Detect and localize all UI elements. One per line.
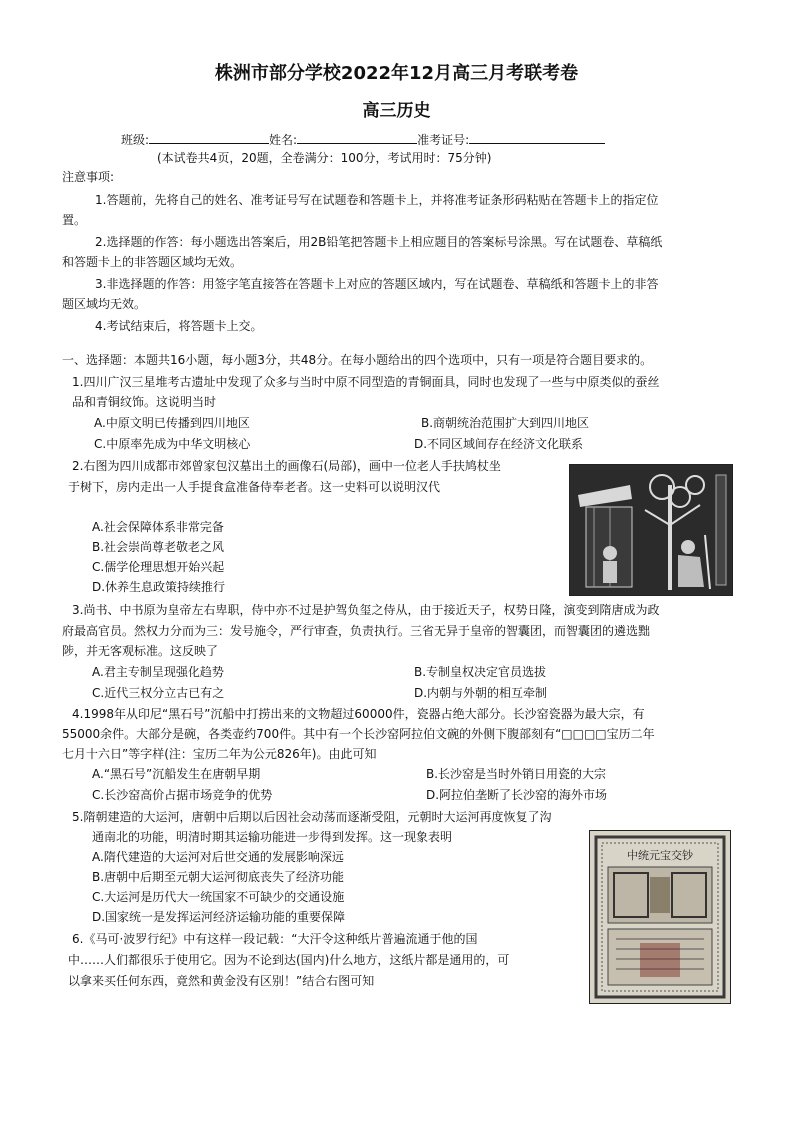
info-fields	[121, 131, 605, 148]
q2-option-b[interactable]: B.社会崇尚尊老敬老之风	[92, 540, 225, 554]
note-4: 4.考试结束后，将答题卡上交。	[95, 319, 263, 333]
q3-option-b[interactable]: B.专制皇权决定官员选拔	[414, 665, 547, 679]
note-3: 3.非选择题的作答：用签字笔直接答在答题卡上对应的答题区域内，写在试题卷、草稿纸和答题卡上的非答	[95, 277, 659, 291]
exam-subject: 高三历史	[362, 101, 431, 121]
q5-option-b[interactable]: B.唐朝中后期至元朝大运河彻底丧失了经济功能	[92, 870, 345, 884]
q2-stem: 2.右图为四川成都市郊曾家包汉墓出土的画像石(局部)，画中一位老人手扶鸠杖坐	[72, 459, 501, 473]
exam-title: 株洲市部分学校2022年12月高三月考联考卷	[214, 63, 579, 84]
q3-stem: 3.尚书、中书原为皇帝左右卑职，侍中亦不过是护驾负玺之侍从，由于接近天子，权势日隆，演变到隋唐成为政	[72, 603, 660, 617]
q3-stem-cont2: 陟，并无客观标准。这反映了	[62, 644, 219, 658]
name-label: 姓名:	[269, 133, 298, 147]
q2-option-c[interactable]: C.儒学伦理思想开始兴起	[92, 560, 225, 574]
q5-option-d[interactable]: D.国家统一是发挥运河经济运输功能的重要保障	[92, 910, 346, 924]
q5-option-c[interactable]: C.大运河是历代大一统国家不可缺少的交通设施	[92, 890, 345, 904]
q3-option-d[interactable]: D.内朝与外朝的相互牵制	[414, 686, 548, 700]
q4-option-d[interactable]: D.阿拉伯垄断了长沙窑的海外市场	[426, 788, 608, 802]
note-2: 2.选择题的作答：每小题选出答案后，用2B铅笔把答题卡上相应题目的答案标号涂黑。写在试题卷、草稿纸	[95, 235, 663, 249]
q5-option-a[interactable]: A.隋代建造的大运河对后世交通的发展影响深远	[92, 850, 344, 864]
q3-option-c[interactable]: C.近代三权分立古已有之	[92, 686, 225, 700]
q1-option-a[interactable]: A.中原文明已传播到四川地区	[94, 416, 250, 430]
q4-stem-cont2: 七月十六日”等字样(注：宝历二年为公元826年)。由此可知	[62, 747, 377, 761]
q1-stem: 1.四川广汉三星堆考古遗址中发现了众多与当时中原不同型造的青铜面具，同时也发现了一些与中原类似的蚕丝	[72, 375, 660, 389]
stone-relief-drawing	[570, 465, 732, 595]
name-blank[interactable]	[297, 131, 417, 144]
q1-option-d[interactable]: D.不同区域间存在经济文化联系	[414, 437, 584, 451]
note-1-cont: 置。	[62, 213, 87, 227]
class-blank[interactable]	[149, 131, 269, 144]
banknote-title: 中统元宝交钞	[627, 849, 693, 862]
exam-info: (本试卷共4页，20题，全卷满分：100分，考试用时：75分钟)	[157, 151, 492, 165]
q4-option-b[interactable]: B.长沙窑是当时外销日用瓷的大宗	[426, 767, 607, 781]
q1-option-b[interactable]: B.商朝统治范围扩大到四川地区	[421, 416, 590, 430]
q5-stem-cont: 通南北的功能，明清时期其运输功能进一步得到发挥。这一现象表明	[92, 830, 453, 844]
q1-stem-cont: 品和青铜纹饰。这说明当时	[72, 395, 217, 409]
q3-option-a[interactable]: A.君主专制呈现强化趋势	[92, 665, 224, 679]
banknote-drawing	[590, 831, 730, 1003]
q6-stem-cont2: 以拿来买任何东西，竟然和黄金没有区别！”结合右图可知	[68, 974, 375, 988]
section-heading: 一、选择题：本题共16小题，每小题3分，共48分。在每小题给出的四个选项中，只有一项是符合题目要求的。	[62, 353, 653, 367]
q2-option-a[interactable]: A.社会保障体系非常完备	[92, 520, 224, 534]
id-blank[interactable]	[469, 131, 605, 144]
q5-stem: 5.隋朝建造的大运河，唐朝中后期以后因社会动荡而逐渐受阻，元朝时大运河再度恢复了沟	[72, 810, 552, 824]
q4-option-a[interactable]: A.“黑石号”沉船发生在唐朝早期	[92, 767, 261, 781]
notes-heading: 注意事项:	[62, 170, 115, 184]
q4-stem-cont: 55000余件。大部分是碗，各类壶约700件。其中有一个长沙窑阿拉伯文碗的外侧下腹部刻有“□□□□宝历二年	[62, 727, 655, 741]
q2-option-d[interactable]: D.休养生息政策持续推行	[92, 580, 226, 594]
q4-option-c[interactable]: C.长沙窑高价占据市场竞争的优势	[92, 788, 273, 802]
q6-stem-cont: 中……人们都很乐于使用它。因为不论到达(国内)什么地方，这纸片都是通用的，可	[68, 953, 510, 967]
yuan-banknote-image	[589, 830, 731, 1004]
note-3-cont: 题区域均无效。	[62, 297, 147, 311]
q6-stem: 6.《马可·波罗行纪》中有这样一段记载：“大汗令这种纸片普遍流通于他的国	[72, 932, 478, 946]
class-label: 班级:	[121, 133, 150, 147]
note-1: 1.答题前，先将自己的姓名、准考证号写在试题卷和答题卡上，并将准考证条形码粘贴在答题卡上的指定位	[95, 193, 659, 207]
note-2-cont: 和答题卡上的非答题区域均无效。	[62, 255, 243, 269]
q2-stem-cont: 于树下，房内走出一人手提食盒准备侍奉老者。这一史料可以说明汉代	[68, 480, 441, 494]
q4-stem: 4.1998年从印尼“黑石号”沉船中打捞出来的文物超过60000件，瓷器占绝大部分。长沙窑瓷器为最大宗，有	[72, 707, 645, 721]
han-stone-relief-image	[569, 464, 733, 596]
id-label: 准考证号:	[417, 133, 470, 147]
q3-stem-cont: 府最高官员。然权力分而为三：发号施令，严行审查，负责执行。三省无异于皇帝的智囊团，而智囊团的遴选黜	[62, 624, 651, 638]
q1-option-c[interactable]: C.中原率先成为中华文明核心	[94, 437, 251, 451]
